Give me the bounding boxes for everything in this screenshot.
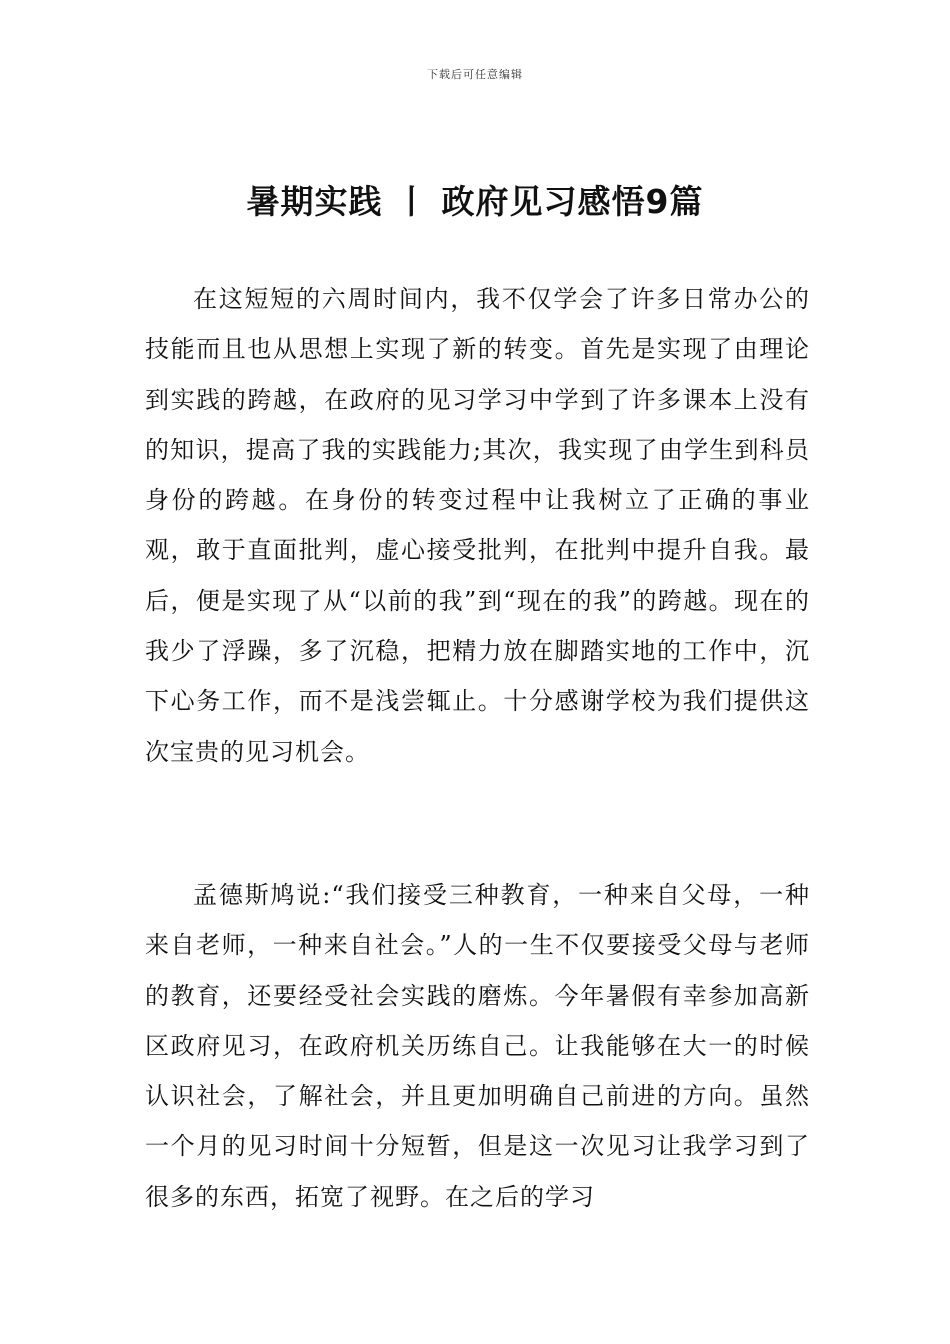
document-title: 暑期实践 丨 政府见习感悟9篇 [246,182,704,221]
paragraph-1: 在这短短的六周时间内，我不仅学会了许多日常办公的技能而且也从思想上实现了新的转变。首先是实现了由理论到实践的跨越，在政府的见习学习中学到了许多课本上没有的知识，提高了我的实践能力;其次，我实现了由学生到科员身份的跨越。在身份的转变过程中让我树立了正确的事业观，敢于直面批判，虚心接受批判，在批判中提升自我。最后，便是实现了从“以前的我”到“现在的我”的跨越。现在的我少了浮躁，多了沉稳，把精力放在脚踏实地的工作中，沉下心务工作，而不是浅尝辄止。十分感谢学校为我们提供这次宝贵的见习机会。 [145,285,810,766]
paragraph-2: 孟德斯鸠说:“我们接受三种教育，一种来自父母，一种来自老师，一种来自社会。”人的一生不仅要接受父母与老师的教育，还要经受社会实践的磨炼。今年暑假有幸参加高新区政府见习，在政府机关历练自己。让我能够在大一的时候认识社会，了解社会，并且更加明确自己前进的方向。虽然一个月的见习时间十分短暂，但是这一次见习让我学习到了很多的东西，拓宽了视野。在之后的学习 [145,881,810,1211]
header-note: 下载后可任意编辑 [427,68,523,81]
